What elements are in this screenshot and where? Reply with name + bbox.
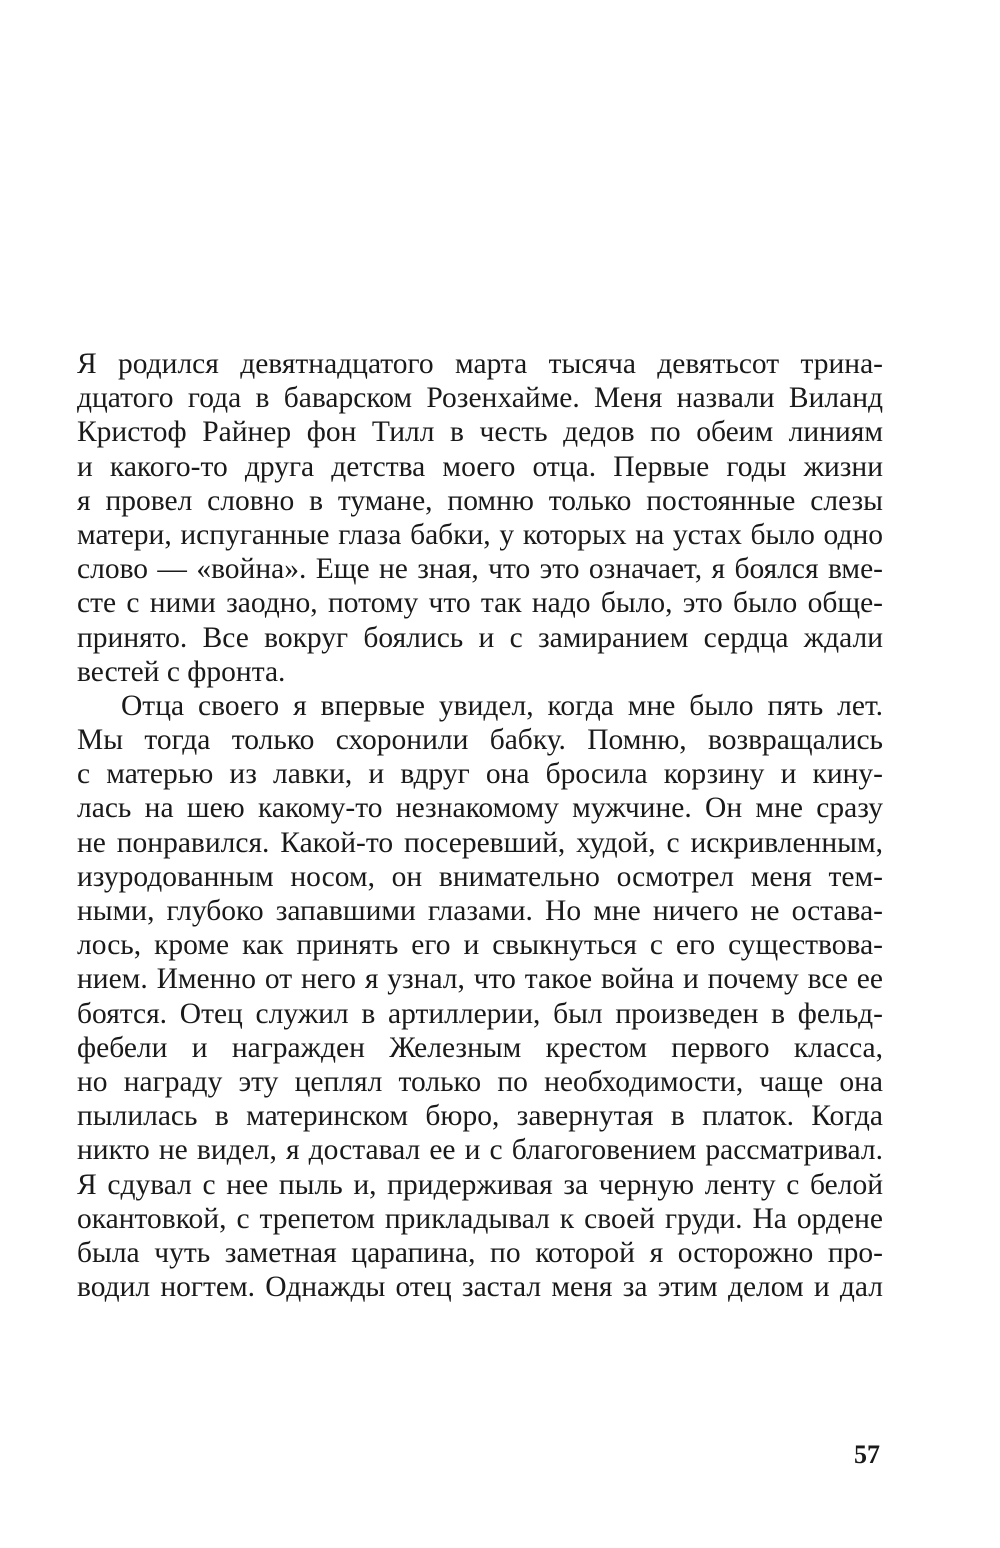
text-line: пылилась в материнском бюро, завернутая в платок. Когда xyxy=(77,1100,883,1133)
text-line: была чуть заметная царапина, по которой я осторожно про- xyxy=(77,1236,883,1269)
text-line: лось, кроме как принять его и свыкнуться с его существова- xyxy=(77,929,883,962)
paragraph-1 xyxy=(77,347,883,689)
text-line: я провел словно в тумане, помню только постоянные слезы xyxy=(77,484,883,517)
text-line: водил ногтем. Однажды отец застал меня за этим делом и дал xyxy=(77,1271,883,1304)
text-line: Я сдувал с нее пыль и, придерживая за черную ленту с белой xyxy=(77,1168,883,1201)
text-line: Мы тогда только схоронили бабку. Помню, возвращались xyxy=(77,724,883,757)
text-line: лась на шею какому-то незнакомому мужчине. Он мне сразу xyxy=(77,792,883,825)
text-line: Отца своего я впервые увидел, когда мне было пять лет. xyxy=(121,689,883,722)
text-line: сте с ними заодно, потому что так надо было, это было обще- xyxy=(77,587,883,620)
text-line: фебели и награжден Железным крестом первого класса, xyxy=(77,1031,883,1064)
text-line: вестей с фронта. xyxy=(77,655,286,688)
text-line: Кристоф Райнер фон Тилл в честь дедов по обеим линиям xyxy=(77,416,883,449)
text-line: дцатого года в баварском Розенхайме. Меня назвали Виланд xyxy=(77,382,883,415)
text-line: нием. Именно от него я узнал, что такое война и почему все ее xyxy=(77,963,883,996)
text-line: слово — «война». Еще не зная, что это означает, я боялся вме- xyxy=(77,553,883,586)
text-line: окантовкой, с трепетом прикладывал к своей груди. На ордене xyxy=(77,1202,883,1235)
text-line: никто не видел, я доставал ее и с благоговением рассматривал. xyxy=(77,1134,883,1167)
paragraph-2 xyxy=(77,689,883,1304)
page-number: 57 xyxy=(854,1440,880,1469)
text-line: с матерью из лавки, и вдруг она бросила корзину и кину- xyxy=(77,758,883,791)
text-line: принято. Все вокруг боялись и с замиранием сердца ждали xyxy=(77,621,883,654)
text-line: боятся. Отец служил в артиллерии, был произведен в фельд- xyxy=(77,997,883,1030)
text-line: Я родился девятнадцатого марта тысяча девятьсот трина- xyxy=(77,348,883,380)
text-line: не понравился. Какой-то посеревший, худой, с искривленным, xyxy=(77,826,883,859)
body-text xyxy=(77,347,883,1304)
text-line: ными, глубоко запавшими глазами. Но мне ничего не остава- xyxy=(77,895,883,927)
text-line: матери, испуганные глаза бабки, у которых на устах было одно xyxy=(77,518,883,551)
text-line: но награду эту цеплял только по необходимости, чаще она xyxy=(77,1065,883,1098)
text-line: изуродованным носом, он внимательно осмотрел меня тем- xyxy=(77,860,883,893)
text-line: и какого-то друга детства моего отца. Первые годы жизни xyxy=(77,450,883,483)
